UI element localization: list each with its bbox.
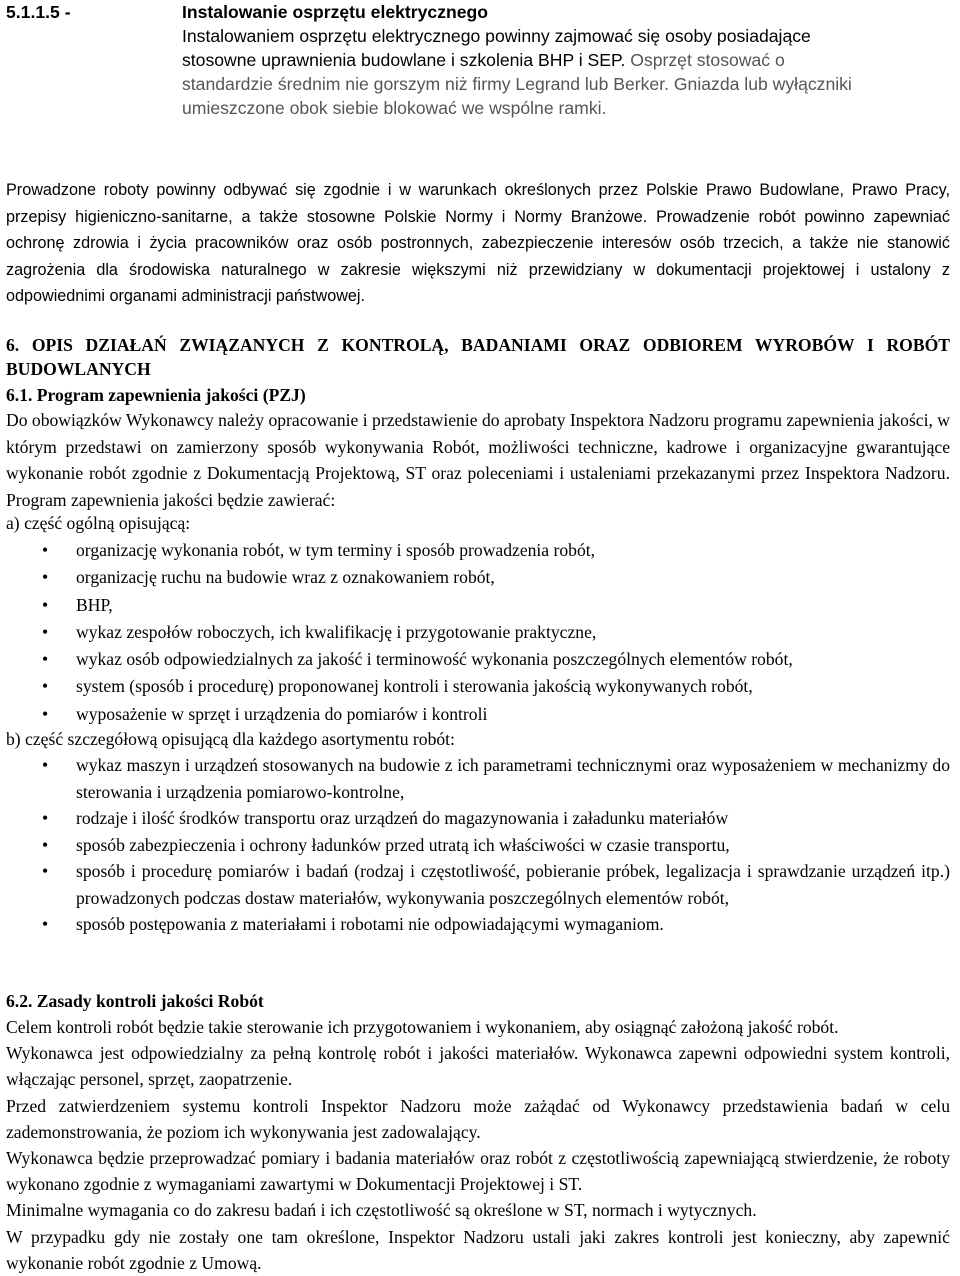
list-item: • BHP, — [6, 592, 950, 619]
list-item: • sposób i procedurę pomiarów i badań (rodzaj i częstotliwość, pobieranie próbek, legalizacja i sprawdzanie urządzeń itp.) prowadzonych podczas dostaw materiałów, wykonywania poszczególnych elementów robót, — [6, 858, 950, 911]
bullet-icon: • — [42, 914, 49, 934]
paragraph-6-2-3: Przed zatwierdzeniem systemu kontroli Inspektor Nadzoru może zażądać od Wykonawcy przedstawienia badań w celu zademonstrowania, że poziom ich wykonywania jest zadowalający. — [6, 1095, 950, 1142]
list-item: • sposób zabezpieczenia i ochrony ładunków przed utratą ich właściwości w czasie transportu, — [6, 832, 950, 859]
paragraph-roboty: Prowadzone roboty powinny odbywać się zgodnie i w warunkach określonych przez Polskie Prawo Budowlane, Prawo Pracy, przepisy higieniczno-sanitarne, a także stosowne Polskie Normy i Normy Branżowe. Prowadzenie robót powinno zapewniać ochronę zdrowia i życia pracowników oraz osób postronnych, zabezpieczenie interesów osób trzecich, a także nie stanowić zagrożenia dla środowiska naturalnego w zakresie większymi niż przewidziany w dokumentacji projektowej i ustalony z odpowiednimi organami administracji państwowej. — [6, 181, 950, 305]
section-5-1-1-5 — [6, 0, 956, 120]
bullet-icon: • — [42, 755, 49, 775]
section-line-2-grey: Osprzęt stosować o — [625, 50, 785, 70]
paragraph-6-2-2: Wykonawca jest odpowiedzialny za pełną kontrolę robót i jakości materiałów. Wykonawca zapewni odpowiedni system kontroli, włączając personel, sprzęt, zaopatrzenie. — [6, 1043, 950, 1090]
bullet-icon: • — [42, 808, 49, 828]
section-line-1: Instalowaniem osprzętu elektrycznego powinny zajmować się osoby posiadające — [182, 26, 811, 46]
bullet-icon: • — [42, 540, 49, 560]
section-6-2-body — [6, 1014, 950, 1276]
list-item: • system (sposób i procedurę) proponowanej kontroli i sterowania jakością wykonywanych robót, — [6, 673, 950, 700]
paragraph-6-2-6: W przypadku gdy nie zostały one tam określone, Inspektor Nadzoru ustali jaki zakres kontroli jest konieczny, aby zapewnić wykonanie robót zgodnie z Umową. — [6, 1226, 950, 1273]
list-item: • wykaz zespołów roboczych, ich kwalifikację i przygotowanie praktyczne, — [6, 619, 950, 646]
list-item: • wykaz maszyn i urządzeń stosowanych na budowie z ich parametrami technicznymi oraz wyposażeniem w mechanizmy do sterowania i urządzenia pomiarowo-kontrolne, — [6, 752, 950, 805]
bullet-icon: • — [42, 649, 49, 670]
bullet-icon: • — [42, 567, 49, 588]
bullet-icon: • — [42, 834, 49, 855]
bullet-icon: • — [42, 676, 49, 697]
section-line-3b: Gniazda lub wyłączniki — [668, 74, 852, 94]
list-item: • organizację ruchu na budowie wraz z oznakowaniem robót, — [6, 564, 950, 591]
list-item: • organizację wykonania robót, w tym terminy i sposób prowadzenia robót, — [6, 537, 950, 564]
part-a-label: a) część ogólną opisującą: — [6, 513, 191, 533]
heading-6-1: 6.1. Program zapewnienia jakości (PZJ) — [6, 385, 306, 405]
list-item: • sposób postępowania z materiałami i robotami nie odpowiadającymi wymaganiom. — [6, 911, 950, 938]
list-item: • wyposażenie w sprzęt i urządzenia do pomiarów i kontroli — [6, 701, 950, 728]
section-line-3 — [182, 72, 956, 96]
section-line-2 — [182, 48, 956, 72]
heading-section-6: 6. OPIS DZIAŁAŃ ZWIĄZANYCH Z KONTROLĄ, BADANIAMI ORAZ ODBIOREM WYROBÓW I ROBÓT BUDOWLANYCH — [6, 335, 950, 379]
section-line-2-black: stosowne uprawnienia budowlane i szkolenia BHP i SEP. — [182, 50, 626, 70]
list-a — [6, 537, 950, 728]
bullet-icon: • — [42, 621, 49, 642]
paragraph-6-2-1: Celem kontroli robót będzie takie sterowanie ich przygotowaniem i wykonaniem, aby osiągnąć założoną jakość robót. — [6, 1017, 839, 1037]
bullet-icon: • — [42, 861, 49, 881]
paragraph-6-2-4: Wykonawca będzie przeprowadzać pomiary i badania materiałów oraz robót z częstotliwością zapewniającą stwierdzenie, że roboty wykonano zgodnie z wymaganiami zawartymi w Dokumentacji Projektowej i ST. — [6, 1148, 950, 1195]
part-b-label: b) część szczegółową opisującą dla każdego asortymentu robót: — [6, 729, 455, 749]
section-line-4: umieszczone obok siebie blokować we wspólne ramki. — [182, 98, 607, 118]
section-title: Instalowanie osprzętu elektrycznego — [182, 2, 489, 22]
list-b — [6, 752, 950, 938]
list-item: • wykaz osób odpowiedzialnych za jakość i terminowość wykonania poszczególnych elementów robót, — [6, 646, 950, 673]
paragraph-6-1: Do obowiązków Wykonawcy należy opracowanie i przedstawienie do aprobaty Inspektora Nadzoru programu zapewnienia jakości, w którym przedstawi on zamierzony sposób wykonywania Robót, możliwości techniczne, kadrowe i organizacyjne gwarantujące wykonanie robót zgodnie z Dokumentacją Projektową, ST oraz poleceniami i ustaleniami przekazanymi przez Inspektora Nadzoru. Program zapewnienia jakości będzie zawierać: — [6, 410, 950, 510]
list-item: • rodzaje i ilość środków transportu oraz urządzeń do magazynowania i załadunku materiałów — [6, 805, 950, 832]
bullet-icon: • — [42, 594, 49, 615]
heading-6-2: 6.2. Zasady kontroli jakości Robót — [6, 991, 264, 1011]
paragraph-6-2-5: Minimalne wymagania co do zakresu badań i ich częstotliwość są określone w ST, normach i wytycznych. — [6, 1200, 757, 1221]
bullet-icon: • — [42, 703, 49, 724]
section-number: 5.1.1.5 - — [6, 2, 71, 22]
section-line-3a: standardzie średnim nie gorszym niż firmy Legrand lub Berker. — [182, 74, 669, 94]
